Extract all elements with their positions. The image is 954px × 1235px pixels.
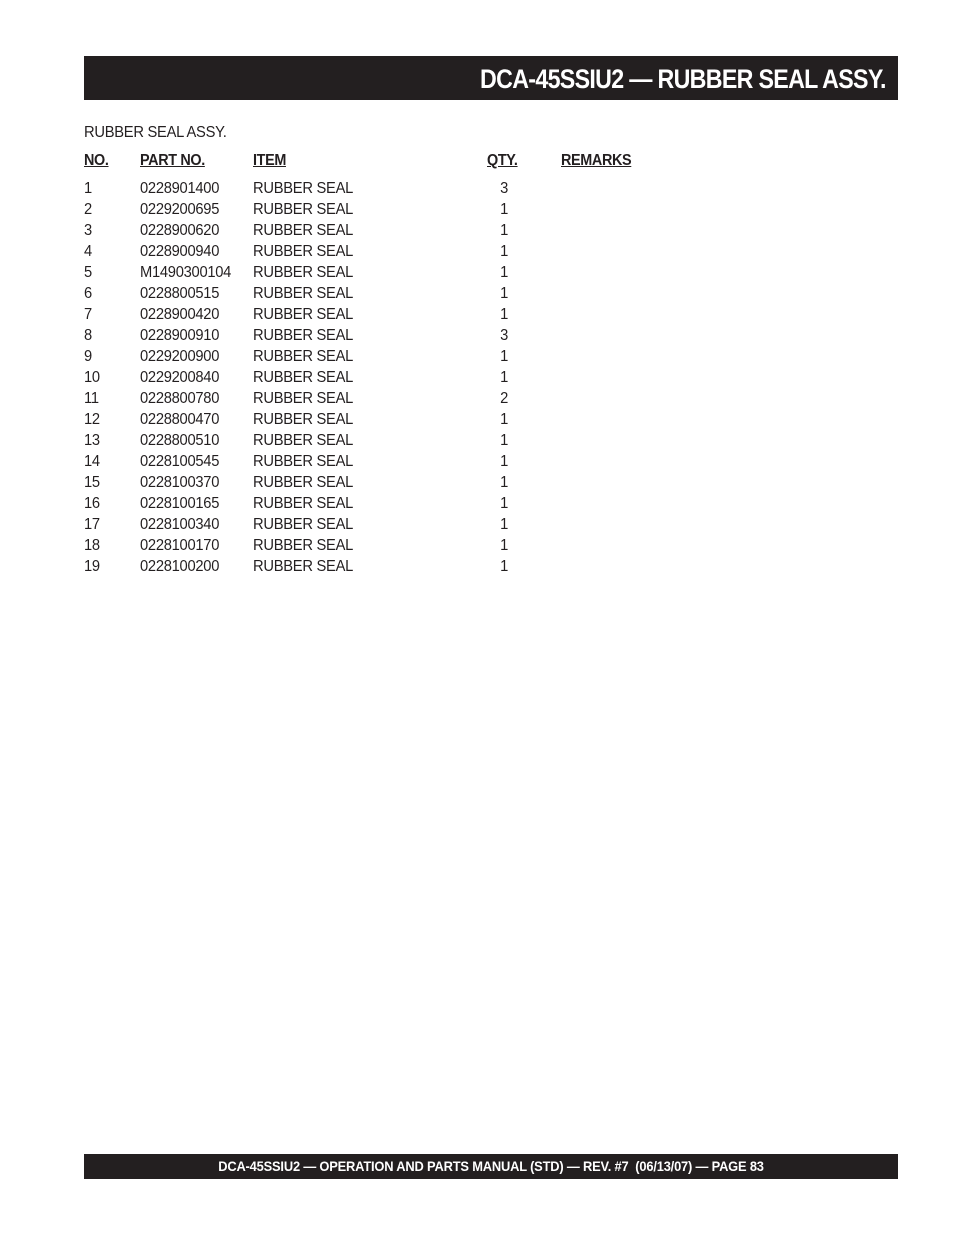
row-part-no: 0228900420 xyxy=(140,306,220,323)
table-row xyxy=(0,368,954,389)
row-no: 10 xyxy=(84,369,100,386)
table-row xyxy=(0,389,954,410)
row-no: 8 xyxy=(84,327,92,344)
row-item: RUBBER SEAL xyxy=(253,369,354,386)
column-header-remarks: REMARKS xyxy=(561,152,632,169)
row-qty: 1 xyxy=(500,537,508,554)
row-qty: 1 xyxy=(500,516,508,533)
table-row xyxy=(0,410,954,431)
row-qty: 1 xyxy=(500,369,508,386)
page-header-bar xyxy=(84,56,898,100)
table-row xyxy=(0,494,954,515)
row-item: RUBBER SEAL xyxy=(253,390,354,407)
row-qty: 3 xyxy=(500,327,508,344)
table-row xyxy=(0,221,954,242)
row-part-no: 0228800470 xyxy=(140,411,220,428)
page-title: DCA-45SSIU2 — RUBBER SEAL ASSY. xyxy=(480,64,886,94)
row-part-no: 0228800515 xyxy=(140,285,220,302)
row-item: RUBBER SEAL xyxy=(253,180,354,197)
table-row xyxy=(0,431,954,452)
row-no: 15 xyxy=(84,474,100,491)
row-item: RUBBER SEAL xyxy=(253,243,354,260)
row-part-no: 0229200695 xyxy=(140,201,220,218)
row-no: 2 xyxy=(84,201,92,218)
row-item: RUBBER SEAL xyxy=(253,264,354,281)
row-item: RUBBER SEAL xyxy=(253,516,354,533)
table-row xyxy=(0,326,954,347)
row-part-no: 0228900940 xyxy=(140,243,220,260)
row-qty: 1 xyxy=(500,306,508,323)
row-item: RUBBER SEAL xyxy=(253,432,354,449)
row-part-no: M1490300104 xyxy=(140,264,232,281)
parts-table-header xyxy=(0,151,954,171)
row-qty: 1 xyxy=(500,453,508,470)
row-no: 19 xyxy=(84,558,100,575)
table-row xyxy=(0,473,954,494)
column-header-qty: QTY. xyxy=(487,152,518,169)
row-qty: 1 xyxy=(500,474,508,491)
row-item: RUBBER SEAL xyxy=(253,306,354,323)
row-qty: 1 xyxy=(500,285,508,302)
row-no: 18 xyxy=(84,537,100,554)
row-qty: 2 xyxy=(500,390,508,407)
row-no: 12 xyxy=(84,411,100,428)
row-item: RUBBER SEAL xyxy=(253,285,354,302)
row-part-no: 0228800780 xyxy=(140,390,220,407)
row-qty: 3 xyxy=(500,180,508,197)
row-qty: 1 xyxy=(500,264,508,281)
row-part-no: 0228800510 xyxy=(140,432,220,449)
row-qty: 1 xyxy=(500,243,508,260)
row-part-no: 0228100200 xyxy=(140,558,220,575)
row-item: RUBBER SEAL xyxy=(253,348,354,365)
row-no: 3 xyxy=(84,222,92,239)
table-row xyxy=(0,242,954,263)
table-row xyxy=(0,347,954,368)
page-footer-bar xyxy=(84,1154,898,1179)
column-header-part-no: PART NO. xyxy=(140,152,205,169)
table-row xyxy=(0,263,954,284)
row-no: 9 xyxy=(84,348,92,365)
row-qty: 1 xyxy=(500,348,508,365)
row-qty: 1 xyxy=(500,432,508,449)
row-no: 16 xyxy=(84,495,100,512)
row-part-no: 0228100170 xyxy=(140,537,220,554)
row-item: RUBBER SEAL xyxy=(253,495,354,512)
row-part-no: 0228900910 xyxy=(140,327,220,344)
row-no: 17 xyxy=(84,516,100,533)
row-no: 6 xyxy=(84,285,92,302)
row-qty: 1 xyxy=(500,558,508,575)
row-part-no: 0228100545 xyxy=(140,453,220,470)
row-item: RUBBER SEAL xyxy=(253,327,354,344)
row-part-no: 0228100340 xyxy=(140,516,220,533)
row-part-no: 0229200900 xyxy=(140,348,220,365)
row-no: 5 xyxy=(84,264,92,281)
table-row xyxy=(0,536,954,557)
row-item: RUBBER SEAL xyxy=(253,411,354,428)
row-no: 1 xyxy=(84,180,92,197)
row-no: 13 xyxy=(84,432,100,449)
row-item: RUBBER SEAL xyxy=(253,201,354,218)
row-item: RUBBER SEAL xyxy=(253,537,354,554)
row-qty: 1 xyxy=(500,411,508,428)
row-part-no: 0228100165 xyxy=(140,495,220,512)
row-part-no: 0228100370 xyxy=(140,474,220,491)
column-header-item: ITEM xyxy=(253,152,286,169)
row-no: 14 xyxy=(84,453,100,470)
row-qty: 1 xyxy=(500,222,508,239)
row-item: RUBBER SEAL xyxy=(253,222,354,239)
table-row xyxy=(0,200,954,221)
row-item: RUBBER SEAL xyxy=(253,558,354,575)
table-row xyxy=(0,452,954,473)
table-row xyxy=(0,284,954,305)
row-item: RUBBER SEAL xyxy=(253,474,354,491)
row-no: 4 xyxy=(84,243,92,260)
row-part-no: 0228901400 xyxy=(140,180,220,197)
row-part-no: 0228900620 xyxy=(140,222,220,239)
row-no: 11 xyxy=(84,390,99,407)
row-qty: 1 xyxy=(500,201,508,218)
parts-table-body xyxy=(0,179,954,578)
page-footer-text: DCA-45SSIU2 — OPERATION AND PARTS MANUAL (STD) — REV. #7 (06/13/07) — PAGE 83 xyxy=(218,1158,764,1174)
section-title: RUBBER SEAL ASSY. xyxy=(84,124,227,141)
row-no: 7 xyxy=(84,306,92,323)
row-qty: 1 xyxy=(500,495,508,512)
row-item: RUBBER SEAL xyxy=(253,453,354,470)
table-row xyxy=(0,557,954,578)
column-header-no: NO. xyxy=(84,152,109,169)
table-row xyxy=(0,305,954,326)
row-part-no: 0229200840 xyxy=(140,369,220,386)
table-row xyxy=(0,515,954,536)
table-row xyxy=(0,179,954,200)
